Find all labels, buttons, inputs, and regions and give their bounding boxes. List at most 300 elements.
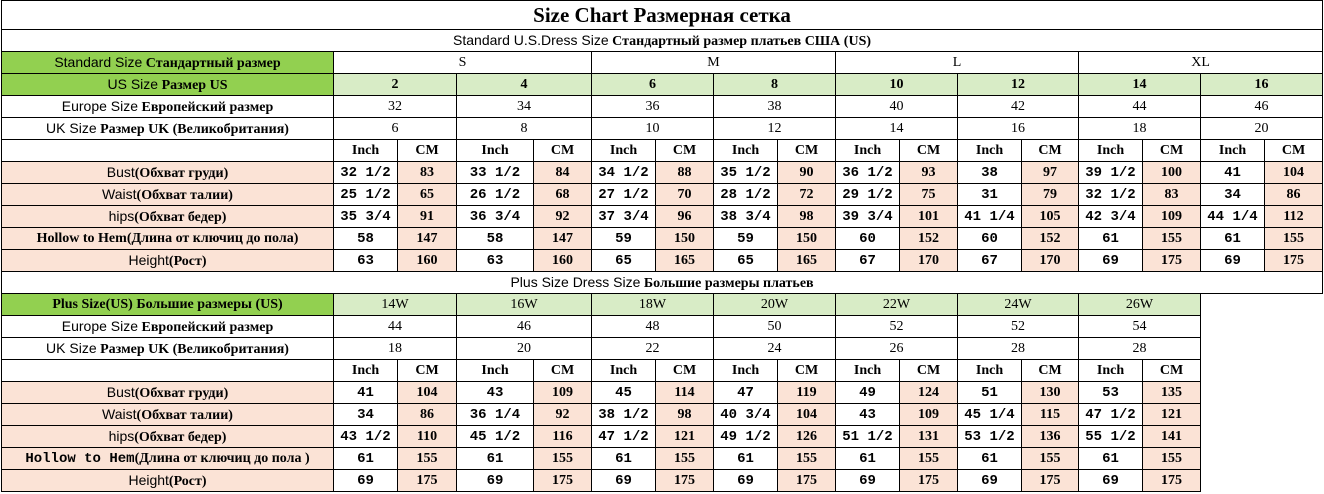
table-row — [2, 184, 1323, 206]
value-inch-cell: 59 — [714, 228, 778, 250]
table-row — [2, 206, 1323, 228]
measurement-label-ru: (Обхват бедер) — [134, 209, 227, 225]
us-label-en: US Size — [107, 75, 159, 92]
measurement-label-en: hips — [108, 207, 135, 224]
uk-size-cell: 18 — [334, 338, 457, 360]
europe-label-en: Europe Size — [61, 317, 139, 334]
value-inch-cell: 38 3/4 — [714, 206, 778, 228]
measurement-label — [2, 448, 334, 470]
value-inch-cell: 69 — [1079, 250, 1143, 272]
value-cm-cell: 68 — [534, 184, 592, 206]
table-row — [2, 360, 1323, 382]
value-inch-cell: 49 1/2 — [714, 426, 778, 448]
measurement-label-en: Bust — [106, 163, 135, 180]
value-inch-cell: 69 — [457, 470, 534, 492]
europe-size-cell: 46 — [457, 316, 592, 338]
value-inch-cell: 39 1/2 — [1079, 162, 1143, 184]
value-cm-cell: 150 — [656, 228, 714, 250]
measurement-label — [2, 250, 334, 272]
value-inch-cell: 61 — [1079, 228, 1143, 250]
measurement-label — [2, 382, 334, 404]
plus-us-size-cell: 14W — [334, 294, 457, 316]
table-row — [2, 448, 1323, 470]
value-inch-cell: 43 — [836, 404, 900, 426]
value-inch-cell: 69 — [1079, 470, 1143, 492]
unit-cm-cell: CM — [534, 140, 592, 162]
value-inch-cell: 69 — [714, 470, 778, 492]
unit-cm-cell: CM — [656, 360, 714, 382]
value-inch-cell: 61 — [334, 448, 398, 470]
measurement-label-ru: (Обхват бедер) — [134, 429, 227, 445]
europe-label-ru: Европейский размер — [141, 99, 274, 115]
value-cm-cell: 75 — [900, 184, 958, 206]
value-inch-cell: 41 1/4 — [958, 206, 1022, 228]
table-row — [2, 52, 1323, 74]
value-inch-cell: 69 — [592, 470, 656, 492]
value-cm-cell: 130 — [1022, 382, 1079, 404]
value-cm-cell: 119 — [778, 382, 836, 404]
value-inch-cell: 29 1/2 — [836, 184, 900, 206]
europe-size-cell: 52 — [958, 316, 1079, 338]
measurement-label — [2, 426, 334, 448]
value-cm-cell: 150 — [778, 228, 836, 250]
table-row — [2, 96, 1323, 118]
units-label-empty — [2, 140, 334, 162]
europe-label-ru: Европейский размер — [141, 319, 274, 335]
value-cm-cell: 147 — [534, 228, 592, 250]
uk-label-ru: Размер UK (Великобритания) — [100, 341, 289, 357]
uk-size-cell: 10 — [592, 118, 714, 140]
value-cm-cell: 88 — [656, 162, 714, 184]
measurement-label — [2, 228, 334, 250]
unit-cm-cell: CM — [1022, 140, 1079, 162]
value-cm-cell: 92 — [534, 404, 592, 426]
unit-cm-cell: CM — [1265, 140, 1323, 162]
standard-section-label — [2, 30, 1323, 52]
value-cm-cell: 155 — [398, 448, 457, 470]
uk-size-cell: 24 — [714, 338, 836, 360]
table-row — [2, 74, 1323, 96]
value-cm-cell: 72 — [778, 184, 836, 206]
measurement-label — [2, 162, 334, 184]
value-cm-cell: 160 — [534, 250, 592, 272]
value-cm-cell: 91 — [398, 206, 457, 228]
uk-label-ru: Размер UK (Великобритания) — [100, 121, 289, 137]
value-inch-cell: 44 1/4 — [1201, 206, 1265, 228]
measurement-label-ru: (Обхват талии) — [136, 407, 233, 423]
us-size-cell: 12 — [958, 74, 1079, 96]
value-cm-cell: 115 — [1022, 404, 1079, 426]
value-inch-cell: 34 — [1201, 184, 1265, 206]
letter-size-cell: L — [836, 52, 1079, 74]
value-cm-cell: 109 — [900, 404, 958, 426]
us-size-cell: 16 — [1201, 74, 1323, 96]
measurement-label — [2, 206, 334, 228]
value-cm-cell: 121 — [1143, 404, 1201, 426]
measurement-label-en: Bust — [106, 383, 135, 400]
value-cm-cell: 175 — [1265, 250, 1323, 272]
table-row — [2, 470, 1323, 492]
value-inch-cell: 69 — [1201, 250, 1265, 272]
value-inch-cell: 32 1/2 — [334, 162, 398, 184]
value-cm-cell: 83 — [398, 162, 457, 184]
value-cm-cell: 175 — [398, 470, 457, 492]
value-inch-cell: 69 — [958, 470, 1022, 492]
unit-inch-cell: Inch — [1079, 360, 1143, 382]
unit-cm-cell: CM — [1143, 360, 1201, 382]
europe-size-cell: 34 — [457, 96, 592, 118]
unit-cm-cell: CM — [900, 360, 958, 382]
value-cm-cell: 93 — [900, 162, 958, 184]
measurement-label-ru: (Рост) — [168, 473, 207, 489]
unit-inch-cell: Inch — [714, 360, 778, 382]
value-inch-cell: 33 1/2 — [457, 162, 534, 184]
value-inch-cell: 45 — [592, 382, 656, 404]
value-inch-cell: 63 — [457, 250, 534, 272]
unit-cm-cell: CM — [1022, 360, 1079, 382]
value-cm-cell: 136 — [1022, 426, 1079, 448]
unit-cm-cell: CM — [534, 360, 592, 382]
value-cm-cell: 104 — [1265, 162, 1323, 184]
value-cm-cell: 97 — [1022, 162, 1079, 184]
measurement-label-ru: (Длина от ключиц до пола ) — [134, 450, 310, 466]
value-inch-cell: 61 — [457, 448, 534, 470]
plus-us-size-cell: 26W — [1079, 294, 1201, 316]
value-inch-cell: 26 1/2 — [457, 184, 534, 206]
europe-size-cell: 44 — [1079, 96, 1201, 118]
value-cm-cell: 155 — [1265, 228, 1323, 250]
uk-size-cell: 20 — [457, 338, 592, 360]
unit-cm-cell: CM — [398, 360, 457, 382]
us-size-cell: 4 — [457, 74, 592, 96]
value-cm-cell: 83 — [1143, 184, 1201, 206]
europe-size-cell: 38 — [714, 96, 836, 118]
value-inch-cell: 53 — [1079, 382, 1143, 404]
value-inch-cell: 40 3/4 — [714, 404, 778, 426]
blank-cell — [1201, 316, 1323, 338]
value-cm-cell: 101 — [900, 206, 958, 228]
value-cm-cell: 175 — [1022, 470, 1079, 492]
value-inch-cell: 61 — [836, 448, 900, 470]
uk-size-label — [2, 118, 334, 140]
uk-label-en: UK Size — [46, 339, 97, 356]
europe-size-cell: 46 — [1201, 96, 1323, 118]
uk-size-cell: 20 — [1201, 118, 1323, 140]
plus-size-header: Plus Size(US) Большие размеры (US) — [2, 294, 334, 316]
uk-size-cell: 28 — [1079, 338, 1201, 360]
measurement-label-ru: (Обхват груди) — [134, 165, 229, 181]
value-inch-cell: 39 3/4 — [836, 206, 900, 228]
table-row — [2, 382, 1323, 404]
measurement-label-en: Height — [128, 251, 169, 268]
value-cm-cell: 165 — [778, 250, 836, 272]
value-cm-cell: 175 — [1143, 250, 1201, 272]
value-inch-cell: 58 — [334, 228, 398, 250]
value-cm-cell: 155 — [1143, 228, 1201, 250]
value-cm-cell: 79 — [1022, 184, 1079, 206]
value-cm-cell: 152 — [1022, 228, 1079, 250]
europe-size-cell: 36 — [592, 96, 714, 118]
value-cm-cell: 170 — [1022, 250, 1079, 272]
plus-section-label — [2, 272, 1323, 294]
value-cm-cell: 105 — [1022, 206, 1079, 228]
measurement-label-ru: (Длина от ключиц до пола) — [126, 230, 299, 246]
value-cm-cell: 98 — [778, 206, 836, 228]
value-inch-cell: 61 — [958, 448, 1022, 470]
value-inch-cell: 61 — [592, 448, 656, 470]
value-cm-cell: 135 — [1143, 382, 1201, 404]
plus-us-size-cell: 24W — [958, 294, 1079, 316]
standard-size-header — [2, 52, 334, 74]
value-inch-cell: 67 — [836, 250, 900, 272]
value-cm-cell: 65 — [398, 184, 457, 206]
value-cm-cell: 155 — [534, 448, 592, 470]
value-inch-cell: 49 — [836, 382, 900, 404]
value-inch-cell: 45 1/4 — [958, 404, 1022, 426]
measurement-label-en: Hollow to Hem — [36, 230, 127, 246]
uk-label-en: UK Size — [46, 119, 97, 136]
measurement-label-en: Waist — [102, 405, 137, 422]
value-inch-cell: 51 1/2 — [836, 426, 900, 448]
value-inch-cell: 61 — [1201, 228, 1265, 250]
value-inch-cell: 61 — [1079, 448, 1143, 470]
value-cm-cell: 70 — [656, 184, 714, 206]
uk-size-cell: 14 — [836, 118, 958, 140]
value-cm-cell: 86 — [398, 404, 457, 426]
value-cm-cell: 165 — [656, 250, 714, 272]
value-inch-cell: 28 1/2 — [714, 184, 778, 206]
uk-size-cell: 26 — [836, 338, 958, 360]
table-row — [2, 272, 1323, 294]
value-inch-cell: 60 — [958, 228, 1022, 250]
europe-size-cell: 50 — [714, 316, 836, 338]
value-inch-cell: 65 — [592, 250, 656, 272]
table-row — [2, 250, 1323, 272]
value-cm-cell: 92 — [534, 206, 592, 228]
value-inch-cell: 47 1/2 — [592, 426, 656, 448]
table-row — [2, 1, 1323, 30]
value-inch-cell: 27 1/2 — [592, 184, 656, 206]
europe-size-cell: 44 — [334, 316, 457, 338]
value-inch-cell: 47 — [714, 382, 778, 404]
value-inch-cell: 34 1/2 — [592, 162, 656, 184]
value-cm-cell: 131 — [900, 426, 958, 448]
letter-size-cell: S — [334, 52, 592, 74]
letter-size-cell: XL — [1079, 52, 1323, 74]
value-inch-cell: 42 3/4 — [1079, 206, 1143, 228]
value-cm-cell: 175 — [656, 470, 714, 492]
section-label-ru: Стандартный размер платьев США (US) — [612, 33, 872, 49]
value-inch-cell: 38 — [958, 162, 1022, 184]
value-cm-cell: 175 — [1143, 470, 1201, 492]
uk-size-cell: 22 — [592, 338, 714, 360]
uk-size-cell: 6 — [334, 118, 457, 140]
value-inch-cell: 36 1/4 — [457, 404, 534, 426]
value-cm-cell: 100 — [1143, 162, 1201, 184]
table-row — [2, 30, 1323, 52]
uk-size-cell: 18 — [1079, 118, 1201, 140]
header-label-en: Standard Size — [54, 53, 143, 70]
section-label-ru: Большие размеры платьев — [643, 275, 814, 291]
us-size-label — [2, 74, 334, 96]
europe-size-label — [2, 96, 334, 118]
unit-cm-cell: CM — [656, 140, 714, 162]
value-inch-cell: 61 — [714, 448, 778, 470]
blank-cell — [1201, 470, 1323, 492]
header-label-ru: Стандартный размер — [145, 55, 281, 71]
value-inch-cell: 35 1/2 — [714, 162, 778, 184]
value-cm-cell: 152 — [900, 228, 958, 250]
measurement-label-en: Height — [128, 471, 169, 488]
value-inch-cell: 37 3/4 — [592, 206, 656, 228]
value-cm-cell: 126 — [778, 426, 836, 448]
uk-size-cell: 16 — [958, 118, 1079, 140]
value-cm-cell: 104 — [398, 382, 457, 404]
blank-cell — [1201, 448, 1323, 470]
value-cm-cell: 175 — [534, 470, 592, 492]
value-cm-cell: 96 — [656, 206, 714, 228]
value-cm-cell: 84 — [534, 162, 592, 184]
europe-size-cell: 52 — [836, 316, 958, 338]
unit-inch-cell: Inch — [334, 140, 398, 162]
value-cm-cell: 141 — [1143, 426, 1201, 448]
value-inch-cell: 31 — [958, 184, 1022, 206]
blank-cell — [1201, 382, 1323, 404]
unit-inch-cell: Inch — [1201, 140, 1265, 162]
value-cm-cell: 86 — [1265, 184, 1323, 206]
size-chart-table — [1, 0, 1323, 492]
unit-inch-cell: Inch — [714, 140, 778, 162]
us-size-cell: 2 — [334, 74, 457, 96]
table-row — [2, 338, 1323, 360]
unit-inch-cell: Inch — [592, 140, 656, 162]
plus-us-size-cell: 16W — [457, 294, 592, 316]
value-inch-cell: 41 — [334, 382, 398, 404]
table-row — [2, 228, 1323, 250]
measurement-label — [2, 184, 334, 206]
europe-size-cell: 54 — [1079, 316, 1201, 338]
unit-inch-cell: Inch — [958, 360, 1022, 382]
units-label-empty — [2, 360, 334, 382]
unit-inch-cell: Inch — [958, 140, 1022, 162]
unit-cm-cell: CM — [398, 140, 457, 162]
value-cm-cell: 109 — [1143, 206, 1201, 228]
value-cm-cell: 155 — [778, 448, 836, 470]
value-inch-cell: 51 — [958, 382, 1022, 404]
unit-cm-cell: CM — [1143, 140, 1201, 162]
blank-cell — [1201, 426, 1323, 448]
unit-cm-cell: CM — [778, 360, 836, 382]
uk-size-cell: 28 — [958, 338, 1079, 360]
uk-size-label — [2, 338, 334, 360]
europe-size-label — [2, 316, 334, 338]
table-row — [2, 294, 1323, 316]
europe-size-cell: 40 — [836, 96, 958, 118]
value-inch-cell: 32 1/2 — [1079, 184, 1143, 206]
blank-cell — [1201, 404, 1323, 426]
value-inch-cell: 38 1/2 — [592, 404, 656, 426]
value-cm-cell: 155 — [1143, 448, 1201, 470]
unit-cm-cell: CM — [778, 140, 836, 162]
value-cm-cell: 114 — [656, 382, 714, 404]
value-inch-cell: 55 1/2 — [1079, 426, 1143, 448]
value-inch-cell: 58 — [457, 228, 534, 250]
measurement-label-en: Hollow to Hem — [25, 450, 135, 467]
table-row — [2, 316, 1323, 338]
value-inch-cell: 53 1/2 — [958, 426, 1022, 448]
value-inch-cell: 60 — [836, 228, 900, 250]
us-label-ru: Размер US — [161, 77, 228, 93]
value-cm-cell: 112 — [1265, 206, 1323, 228]
value-cm-cell: 160 — [398, 250, 457, 272]
value-cm-cell: 155 — [900, 448, 958, 470]
blank-cell — [1201, 294, 1323, 316]
measurement-label-ru: (Обхват груди) — [134, 385, 229, 401]
value-cm-cell: 155 — [656, 448, 714, 470]
uk-size-cell: 8 — [457, 118, 592, 140]
value-inch-cell: 67 — [958, 250, 1022, 272]
measurement-label — [2, 404, 334, 426]
table-row — [2, 426, 1323, 448]
unit-inch-cell: Inch — [836, 140, 900, 162]
measurement-label-en: Waist — [102, 185, 137, 202]
value-cm-cell: 98 — [656, 404, 714, 426]
value-inch-cell: 36 1/2 — [836, 162, 900, 184]
value-cm-cell: 124 — [900, 382, 958, 404]
value-cm-cell: 110 — [398, 426, 457, 448]
value-inch-cell: 59 — [592, 228, 656, 250]
europe-label-en: Europe Size — [61, 97, 139, 114]
unit-inch-cell: Inch — [1079, 140, 1143, 162]
measurement-label-ru: (Рост) — [168, 253, 207, 269]
table-row — [2, 118, 1323, 140]
blank-cell — [1201, 360, 1323, 382]
value-inch-cell: 35 3/4 — [334, 206, 398, 228]
value-inch-cell: 34 — [334, 404, 398, 426]
value-inch-cell: 43 — [457, 382, 534, 404]
value-cm-cell: 147 — [398, 228, 457, 250]
value-cm-cell: 109 — [534, 382, 592, 404]
letter-size-cell: M — [592, 52, 836, 74]
section-label-en: Standard U.S.Dress Size — [453, 31, 609, 48]
value-inch-cell: 25 1/2 — [334, 184, 398, 206]
europe-size-cell: 48 — [592, 316, 714, 338]
unit-cm-cell: CM — [900, 140, 958, 162]
measurement-label-ru: (Обхват талии) — [136, 187, 233, 203]
plus-us-size-cell: 20W — [714, 294, 836, 316]
unit-inch-cell: Inch — [457, 140, 534, 162]
value-inch-cell: 43 1/2 — [334, 426, 398, 448]
unit-inch-cell: Inch — [457, 360, 534, 382]
measurement-label — [2, 470, 334, 492]
section-label-en: Plus Size Dress Size — [510, 273, 641, 290]
table-row — [2, 140, 1323, 162]
value-inch-cell: 69 — [334, 470, 398, 492]
europe-size-cell: 32 — [334, 96, 457, 118]
measurement-label-en: hips — [108, 427, 135, 444]
table-row — [2, 404, 1323, 426]
us-size-cell: 14 — [1079, 74, 1201, 96]
value-cm-cell: 116 — [534, 426, 592, 448]
value-inch-cell: 69 — [836, 470, 900, 492]
us-size-cell: 6 — [592, 74, 714, 96]
value-cm-cell: 170 — [900, 250, 958, 272]
value-cm-cell: 175 — [778, 470, 836, 492]
chart-title: Size Chart Размерная сетка — [2, 1, 1323, 30]
us-size-cell: 8 — [714, 74, 836, 96]
value-cm-cell: 175 — [900, 470, 958, 492]
value-cm-cell: 121 — [656, 426, 714, 448]
